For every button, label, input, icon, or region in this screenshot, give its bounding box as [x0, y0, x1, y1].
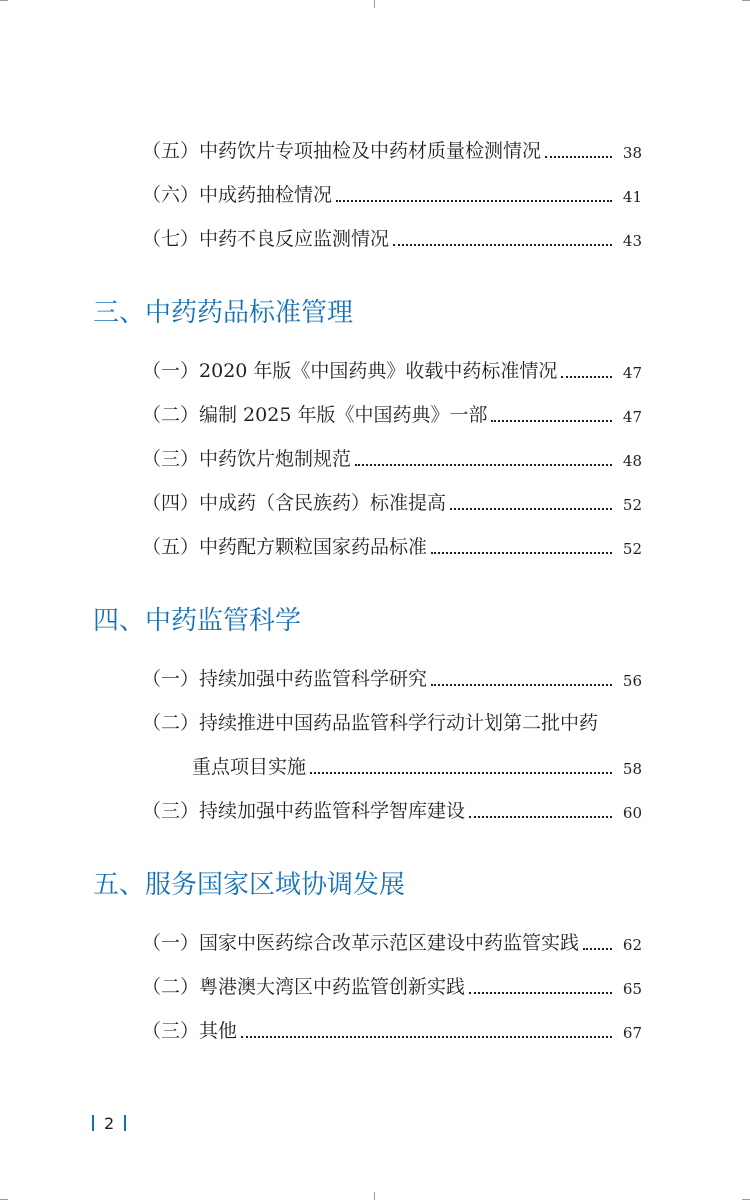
section-heading-4[interactable]: 四、中药监管科学: [93, 606, 302, 636]
toc-entry-title: 中成药（含民族药）标准提高: [199, 492, 447, 514]
toc-entry-page: 47: [622, 408, 642, 426]
toc-entry-page: 60: [622, 804, 642, 822]
toc-entry[interactable]: [142, 662, 642, 692]
toc-entry-number: （一）: [142, 360, 200, 382]
toc-entry-number: （七）: [142, 228, 200, 250]
toc-entry-number: （三）: [142, 800, 200, 822]
toc-entry[interactable]: [142, 134, 642, 164]
dot-leader: [355, 464, 612, 466]
toc-entry[interactable]: [142, 970, 642, 1000]
section-heading-3[interactable]: 三、中药药品标准管理: [93, 298, 354, 328]
crop-mark-top-right: [742, 0, 750, 1]
toc-entry-continuation[interactable]: [192, 750, 642, 780]
toc-entry[interactable]: [142, 486, 642, 516]
toc-entry-number: （一）: [142, 668, 200, 690]
toc-entry-page: 38: [622, 144, 642, 162]
toc-entry-number: （三）: [142, 448, 200, 470]
toc-entry[interactable]: [142, 442, 642, 472]
toc-entry-title-continued: 重点项目实施: [192, 756, 307, 778]
toc-entry-title: 中药饮片炮制规范: [199, 448, 352, 470]
toc-entry-page: 65: [622, 980, 642, 998]
toc-entry[interactable]: [142, 794, 642, 824]
toc-entry-title: 持续推进中国药品监管科学行动计划第二批中药: [199, 712, 599, 734]
crop-mark-bottom: [374, 1192, 375, 1200]
toc-entry-title: 中药饮片专项抽检及中药材质量检测情况: [199, 140, 542, 162]
toc-entry[interactable]: [142, 354, 642, 384]
toc-entry-number: （二）: [142, 976, 200, 998]
dot-leader: [336, 200, 612, 202]
toc-entry-title: 2020 年版《中国药典》收载中药标准情况: [199, 360, 558, 382]
toc-entry-page: 58: [622, 760, 642, 778]
toc-entry[interactable]: [142, 1014, 642, 1044]
toc-entry-page: 41: [622, 188, 642, 206]
toc-entry-title: 持续加强中药监管科学研究: [199, 668, 428, 690]
toc-entry-title: 粤港澳大湾区中药监管创新实践: [199, 976, 466, 998]
toc-entry-number: （六）: [142, 184, 200, 206]
toc-entry-page: 52: [622, 496, 642, 514]
folio-bar-right: [124, 1115, 126, 1131]
toc-entry-page: 47: [622, 364, 642, 382]
toc-entry-first-line[interactable]: [142, 710, 598, 736]
page-number: 2: [104, 1113, 115, 1133]
dot-leader: [241, 1036, 612, 1038]
toc-entry[interactable]: [142, 398, 642, 428]
toc-entry-page: 56: [622, 672, 642, 690]
toc-entry-page: 48: [622, 452, 642, 470]
toc-entry-number: （四）: [142, 492, 200, 514]
toc-entry-page: 52: [622, 540, 642, 558]
toc-entry-number: （五）: [142, 536, 200, 558]
page-folio: [92, 1113, 126, 1133]
toc-entry-page: 67: [622, 1024, 642, 1042]
toc-entry-number: （三）: [142, 1020, 200, 1042]
toc-entry-number: （一）: [142, 932, 200, 954]
toc-entry-number: （二）: [142, 712, 200, 734]
dot-leader: [469, 992, 612, 994]
dot-leader: [545, 156, 612, 158]
toc-entry[interactable]: [142, 530, 642, 560]
dot-leader: [491, 420, 612, 422]
crop-mark-top-left: [0, 0, 8, 1]
dot-leader: [583, 948, 612, 950]
dot-leader: [310, 772, 612, 774]
dot-leader: [431, 684, 612, 686]
toc-entry-page: 62: [622, 936, 642, 954]
toc-entry-number: （二）: [142, 404, 200, 426]
dot-leader: [450, 508, 612, 510]
dot-leader: [431, 552, 612, 554]
toc-entry-page: 43: [622, 232, 642, 250]
dot-leader: [561, 376, 612, 378]
toc-entry-title: 国家中医药综合改革示范区建设中药监管实践: [199, 932, 580, 954]
toc-entry-title: 中成药抽检情况: [199, 184, 333, 206]
dot-leader: [469, 816, 612, 818]
toc-entry-title: 编制 2025 年版《中国药典》一部: [199, 404, 488, 426]
folio-bar-left: [92, 1115, 94, 1131]
toc-entry[interactable]: [142, 178, 642, 208]
toc-entry-title: 中药配方颗粒国家药品标准: [199, 536, 428, 558]
dot-leader: [393, 244, 612, 246]
toc-entry-title: 中药不良反应监测情况: [199, 228, 390, 250]
section-heading-5[interactable]: 五、服务国家区域协调发展: [93, 870, 406, 900]
toc-entry[interactable]: [142, 926, 642, 956]
crop-mark-top: [374, 0, 375, 8]
toc-entry-number: （五）: [142, 140, 200, 162]
toc-entry-title: 其他: [199, 1020, 238, 1042]
toc-entry-title: 持续加强中药监管科学智库建设: [199, 800, 466, 822]
toc-entry[interactable]: [142, 222, 642, 252]
